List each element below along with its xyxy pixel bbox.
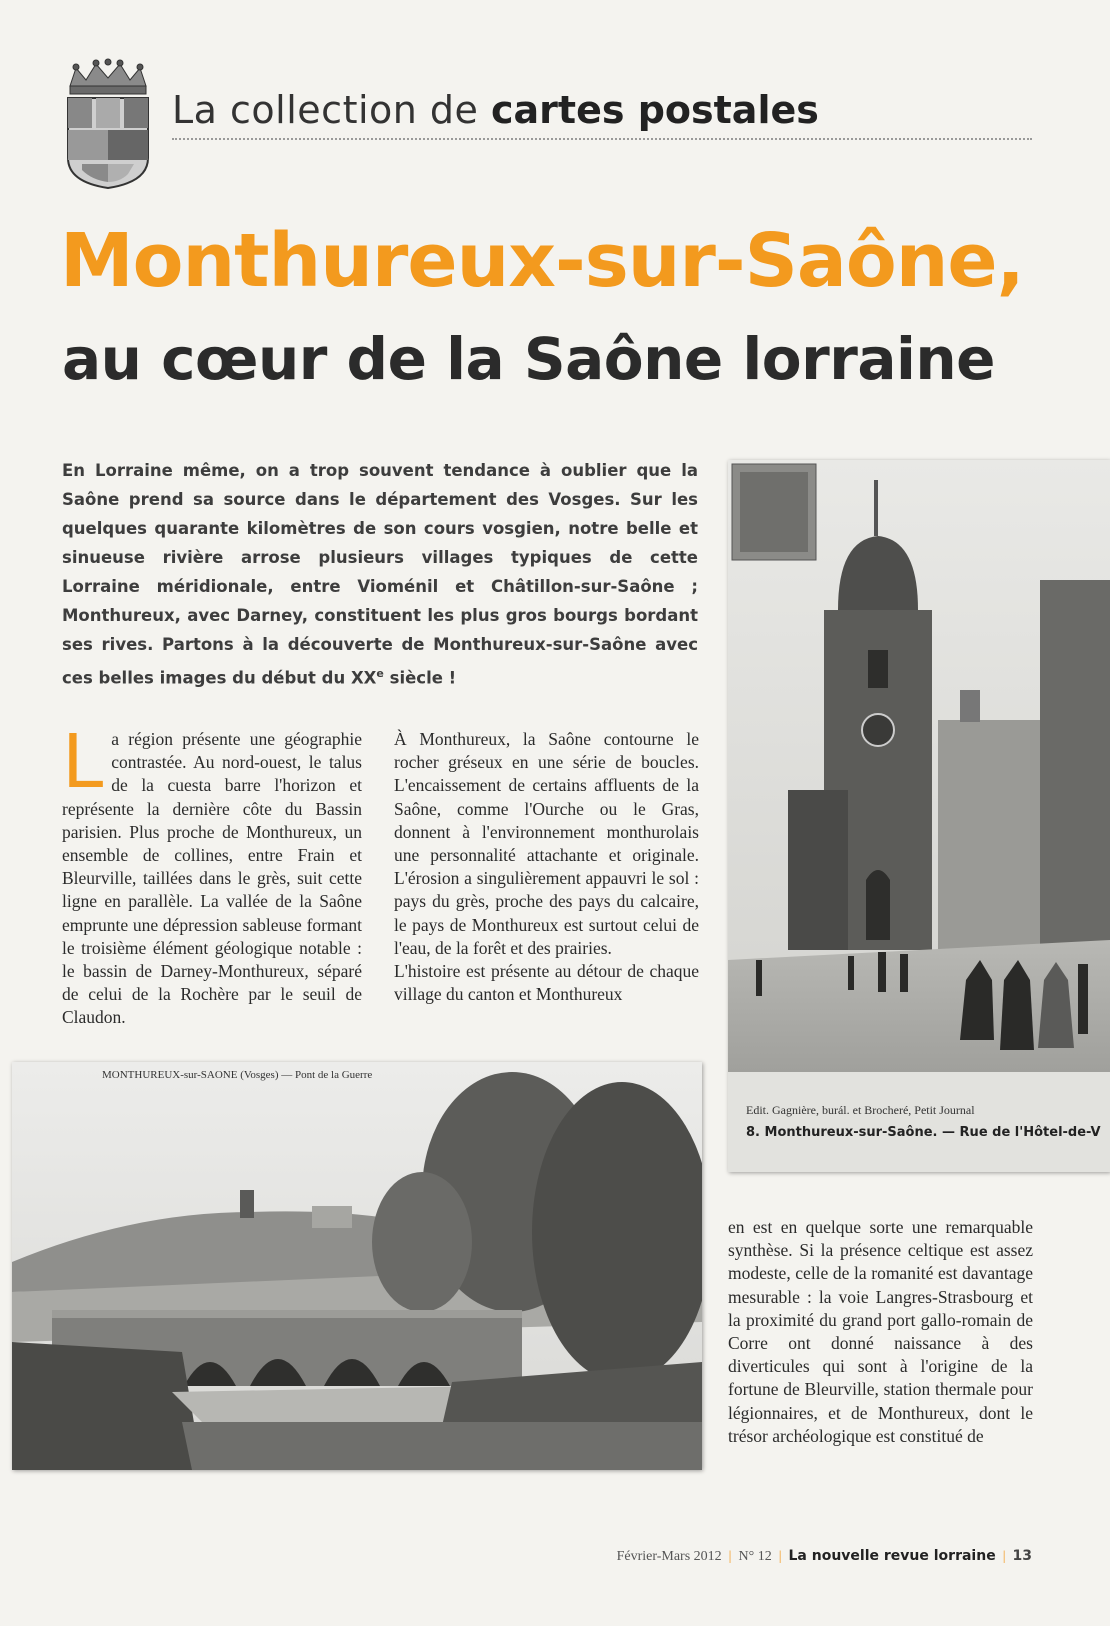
- headline: Monthureux-sur-Saône,: [60, 218, 1024, 304]
- footer-date: Février-Mars 2012: [616, 1549, 722, 1564]
- section-title: La collection de cartes postales: [172, 88, 819, 132]
- drop-cap: L: [62, 719, 104, 805]
- body-column-1: La région présente une géographie contrastée. Au nord-ouest, le talus de la cuesta barre l'horizon et représente la dernière côte du Bassin parisien. Plus proche de Monthureux, un ensemble de collines, entre Frain et Bleurville, taillées dans le grès, suit cette ligne en parallèle. La vallée de la Saône emprunte une dépression sableuse formant le troisième élément géologique notable : le bassin de Darney-Monthureux, séparé de celui de la Rochère par le seuil de Claudon.: [62, 719, 362, 1028]
- footer-magazine: La nouvelle revue lorraine: [788, 1548, 996, 1564]
- postcard-church-street: [728, 460, 1110, 1172]
- col2-paragraph-2: L'histoire est présente au détour de chaque village du canton et Monthureux: [394, 961, 699, 1005]
- page-number: 13: [1012, 1548, 1032, 1564]
- header-rule: [172, 138, 1032, 140]
- body-column-3: en est en quelque sorte une remarquable synthèse. Si la présence celtique est assez modeste, celle de la romanité est davantage mesurable : la voie Langres-Strasbourg et la proximité du grand port gallo-romain de Corre ont donné naissance à des diverticules qui sont à l'origine de la fortune de Bleurville, station thermale pour légionnaires, et de Monthureux, dont le trésor archéologique est constitué de: [728, 1217, 1033, 1446]
- footer-issue: N° 12: [738, 1549, 772, 1564]
- section-title-bold: cartes postales: [491, 88, 819, 132]
- coat-of-arms-icon: [62, 58, 154, 190]
- postcard-left-caption: MONTHUREUX-sur-SAONE (Vosges) — Pont de la Guerre: [102, 1069, 373, 1081]
- footer: Février-Mars 2012 | N° 12 | La nouvelle revue lorraine | 13: [616, 1548, 1032, 1564]
- postcard-right-caption: 8. Monthureux-sur-Saône. — Rue de l'Hôtel-de-V: [746, 1125, 1101, 1140]
- body-column-2: [394, 728, 699, 1006]
- col2-paragraph-1: À Monthureux, la Saône contourne le rocher gréseux en une série de boucles. L'encaissement de certains affluents de la Saône, comme l'Ourche ou le Gras, donnent à l'environnement monthurolais une personnalité attachante et originale. L'érosion a singulièrement appauvri le sol : pays du grès, proche des pays du calcaire, le pays de Monthureux est surtout celui de l'eau, de la forêt et des prairies.: [394, 729, 699, 958]
- intro-paragraph: En Lorraine même, on a trop souvent tendance à oublier que la Saône prend sa source dans le département des Vosges. Sur les quelques quarante kilomètres de son cours vosgien, notre belle et sinueuse rivière arrose plusieurs villages typiques de cette Lorraine méridionale, entre Vioménil et Châtillon-sur-Saône ; Monthureux, avec Darney, constituent les plus gros bourgs bordant ses rives. Partons à la découverte de Monthureux-sur-Saône avec ces belles images du début du XXe siècle !: [62, 461, 698, 688]
- postcard-right-publisher: Edit. Gagnière, burál. et Brocheré, Petit Journal: [746, 1103, 975, 1117]
- subheadline: au cœur de la Saône lorraine: [62, 325, 995, 393]
- postcard-bridge: [12, 1062, 702, 1470]
